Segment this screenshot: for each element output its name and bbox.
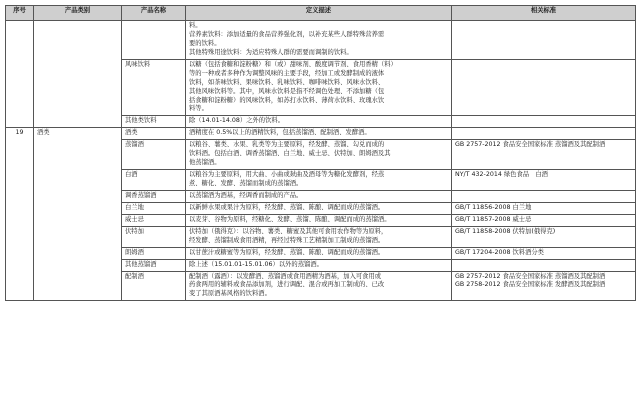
row-number-cell (6, 21, 34, 128)
definition-line: 伏特加（俄得克）：以谷物、薯类、糖蜜及其他可食用农作物等为原料， (189, 227, 388, 235)
product-name-cell: 其他蒸馏酒 (122, 259, 186, 271)
definition-line: 经发酵、蒸馏制成食用酒精，再经过特殊工艺精制加工制成的蒸馏酒。 (189, 236, 385, 244)
definition-line: 括食糖和淀粉糖）的风味饮料，如苏打水饮料、薄荷水饮料、玫瑰水饮 (189, 96, 385, 104)
definition-line: 料等。 (189, 105, 208, 113)
standard-line: GB/T 17204-2008 饮料酒分类 (455, 248, 544, 256)
definition-cell (186, 190, 452, 202)
definition-line: 料。 (189, 22, 202, 29)
standard-cell (452, 226, 636, 247)
standard-cell (452, 59, 636, 116)
header-definition: 定义描述 (186, 6, 452, 21)
definition-line: 要的饮料。 (189, 39, 221, 47)
header-name: 产品名称 (122, 6, 186, 21)
definition-line: 酒精度在 0.5%以上的酒精饮料，包括蒸馏酒、配制酒、发酵酒。 (189, 129, 371, 137)
standard-cell (452, 140, 636, 170)
standard-line: GB 2757-2012 食品安全国家标准 蒸馏酒及其配制酒 (455, 141, 606, 149)
standard-line: GB 2757-2012 食品安全国家标准 蒸馏酒及其配制酒 (455, 272, 606, 280)
definition-cell (186, 128, 452, 140)
table-header-row (6, 6, 636, 21)
product-name-cell: 调香蒸馏酒 (122, 190, 186, 202)
standard-cell (452, 271, 636, 301)
definition-line: 以粮谷为主要原料，用大曲、小曲或麸曲及酒母等为糖化发酵剂，经蒸 (189, 171, 385, 179)
definition-line: 其他特殊用途饮料：为适应特殊人群的需要而调制的饮料。 (189, 48, 353, 56)
standard-line: GB/T 11856-2008 白兰地 (455, 203, 532, 211)
definition-cell (186, 214, 452, 226)
definition-cell (186, 116, 452, 128)
document-page (5, 5, 635, 410)
definition-line: 除（14.01-14.08）之外的饮料。 (189, 117, 284, 125)
definition-line: 以蒸馏酒为酒基，经调香而制成的产品。 (189, 191, 303, 199)
standard-cell (452, 128, 636, 140)
standard-line: NY/T 432-2014 绿色食品 白酒 (455, 171, 548, 179)
table-row (6, 21, 636, 60)
definition-line: 饮料酒。包括白酒、调香蒸馏酒、白兰地、威士忌、伏特加、朗姆酒及其 (189, 150, 391, 158)
standard-cell (452, 21, 636, 60)
definition-line: 以麦芽、谷物为原料，经糖化、发酵、蒸馏、陈酿、调配而成的蒸馏酒。 (189, 215, 391, 223)
standard-line: GB/T 11857-2008 威士忌 (455, 215, 532, 223)
standard-cell (452, 214, 636, 226)
definition-cell (186, 247, 452, 259)
definition-line: 其他风味饮料等。其中，风味水饮料是指不经调色处理、不添加糖（包 (189, 87, 385, 95)
definition-cell (186, 170, 452, 191)
definition-line: 以甘蔗汁或糖蜜等为原料，经发酵、蒸馏、陈酿、调配而成的蒸馏酒。 (189, 248, 385, 256)
standard-line: GB 2758-2012 食品安全国家标准 发酵酒及其配制酒 (455, 281, 606, 289)
product-name-cell: 白酒 (122, 170, 186, 191)
definition-line: 配制酒（露酒）：以发酵酒、蒸馏酒或食用酒精为酒基，加入可食用或 (189, 272, 382, 280)
product-name-cell: 朗姆酒 (122, 247, 186, 259)
standard-cell (452, 170, 636, 191)
header-standard: 相关标准 (452, 6, 636, 21)
definition-line: 营养素饮料：添加适量的食品营养强化剂，以补充某些人群特殊营养需 (189, 30, 385, 38)
food-category-table (5, 5, 636, 301)
definition-cell (186, 271, 452, 301)
product-name-cell (122, 21, 186, 60)
definition-line: 变了其原酒基风格的饮料酒。 (189, 290, 271, 298)
product-name-cell: 蒸馏酒 (122, 140, 186, 170)
product-name-cell: 酒类 (122, 128, 186, 140)
table-row (6, 128, 636, 140)
definition-line: 药食两用的辅料或食品添加剂，进行调配、混合或再加工制成的、已改 (189, 281, 385, 289)
standard-cell (452, 259, 636, 271)
row-number-cell: 19 (6, 128, 34, 301)
definition-cell (186, 140, 452, 170)
header-no: 序号 (6, 6, 34, 21)
product-name-cell: 配制酒 (122, 271, 186, 301)
product-name-cell: 其他类饮料 (122, 116, 186, 128)
standard-cell (452, 190, 636, 202)
definition-line: 煮、糖化、发酵、蒸馏而制成的蒸馏酒。 (189, 180, 303, 187)
definition-line: 他蒸馏酒。 (189, 159, 221, 167)
product-name-cell: 伏特加 (122, 226, 186, 247)
definition-cell (186, 21, 452, 60)
definition-line: 以新鲜水果或果汁为原料，经发酵、蒸馏、陈酿、调配而成的蒸馏酒。 (189, 203, 385, 211)
definition-line: 以粮谷、薯类、水果、乳类等为主要原料，经发酵、蒸馏、勾兑而成的 (189, 141, 385, 149)
product-name-cell: 威士忌 (122, 214, 186, 226)
standard-line: GB/T 11858-2008 伏特加(俄得克) (455, 227, 556, 235)
category-cell (34, 21, 122, 128)
definition-cell (186, 202, 452, 214)
standard-cell (452, 202, 636, 214)
definition-line: 等的一种或者多种作为调整风味的主要手段，经加工或发酵制成的液体 (189, 69, 385, 77)
standard-cell (452, 116, 636, 128)
product-name-cell: 白兰地 (122, 202, 186, 214)
definition-cell (186, 226, 452, 247)
definition-cell (186, 259, 452, 271)
definition-cell (186, 59, 452, 116)
definition-line: 除上述（15.01.01-15.01.06）以外的蒸馏酒。 (189, 260, 323, 268)
standard-cell (452, 247, 636, 259)
product-name-cell: 风味饮料 (122, 59, 186, 116)
definition-line: 饮料，如茶味饮料、果味饮料、乳味饮料、咖啡味饮料、风味水饮料、 (189, 78, 385, 86)
definition-line: 以糖（包括食糖和淀粉糖）和（或）甜味剂、酸度调节剂、食用香精（料） (189, 60, 397, 68)
category-cell: 酒类 (34, 128, 122, 301)
header-category: 产品类别 (34, 6, 122, 21)
table-body (6, 21, 636, 301)
